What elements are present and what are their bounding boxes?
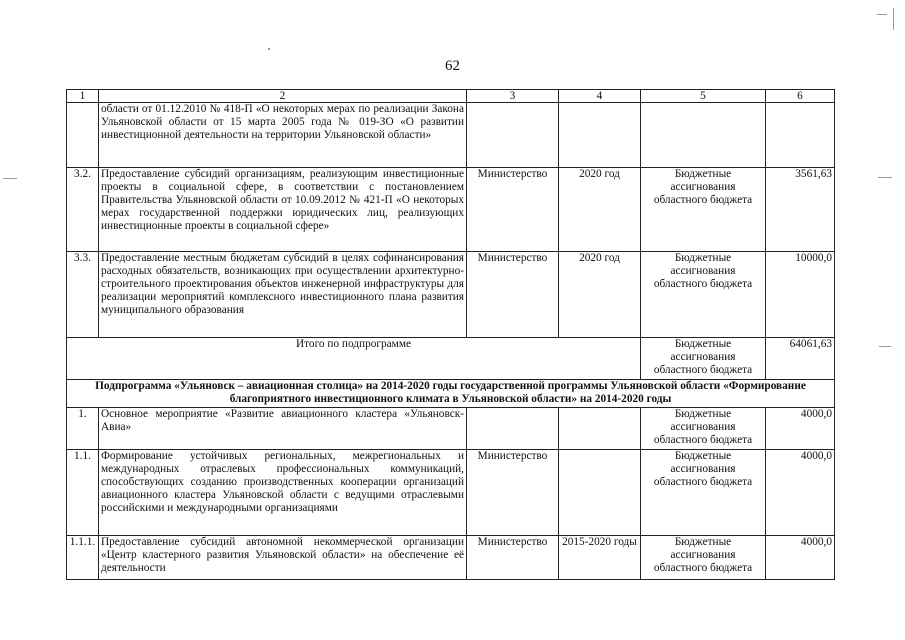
row-description: Предоставление субсидий автономной некоммерческой организации «Центр кластерного развития Ульяновской области» на обеспечение её деятельности	[99, 536, 467, 580]
header-cell: 1	[67, 90, 99, 103]
scan-artifact	[3, 178, 17, 179]
row-source	[641, 103, 766, 168]
row-amount: 4000,0	[766, 408, 835, 450]
total-source: Бюджетные ассигнования областного бюджета	[641, 338, 766, 380]
row-amount	[766, 103, 835, 168]
header-cell: 6	[766, 90, 835, 103]
row-number: 3.3.	[67, 252, 99, 338]
row-source: Бюджетные ассигнования областного бюджета	[641, 536, 766, 580]
row-source: Бюджетные ассигнования областного бюджета	[641, 252, 766, 338]
row-amount: 4000,0	[766, 536, 835, 580]
row-executor: Министерство	[467, 450, 559, 536]
header-cell: 3	[467, 90, 559, 103]
row-amount: 4000,0	[766, 450, 835, 536]
row-number: 1.1.	[67, 450, 99, 536]
row-executor	[467, 408, 559, 450]
section-title: Подпрограмма «Ульяновск – авиационная столица» на 2014-2020 годы государственной программы Ульяновской области «Формирование благоприятного инвестиционного климата в Ульяновской области» на 2014-2020 годы	[67, 380, 835, 408]
header-cell: 5	[641, 90, 766, 103]
row-period	[559, 450, 641, 536]
row-description: Предоставление субсидий организациям, реализующим инвестиционные проекты в социальной сфере, в соответствии с постановлением Правительства Ульяновской области от 10.09.2012 № 421-П «О некоторых мерах государственной поддержки юридических лиц, реализующих инвестиционные проекты в социальной сфере»	[99, 168, 467, 252]
row-executor: Министерство	[467, 252, 559, 338]
total-label: Итого по подпрограмме	[67, 338, 641, 380]
row-period	[559, 103, 641, 168]
scan-artifact	[878, 177, 892, 178]
page-number: 62	[445, 58, 460, 74]
row-executor	[467, 103, 559, 168]
row-period	[559, 408, 641, 450]
section-row	[67, 380, 835, 408]
row-number: 3.2.	[67, 168, 99, 252]
budget-table	[66, 89, 835, 580]
table-row	[67, 252, 835, 338]
scan-artifact	[879, 346, 891, 347]
header-cell: 2	[99, 90, 467, 103]
row-executor: Министерство	[467, 168, 559, 252]
table-row	[67, 536, 835, 580]
row-amount: 10000,0	[766, 252, 835, 338]
table-header-row	[67, 90, 835, 103]
table-row	[67, 408, 835, 450]
header-cell: 4	[559, 90, 641, 103]
row-source: Бюджетные ассигнования областного бюджета	[641, 450, 766, 536]
table-row	[67, 450, 835, 536]
row-description: области от 01.12.2010 № 418-П «О некоторых мерах по реализации Закона Ульяновской области от 15 марта 2005 года № 019-ЗО «О развитии инвестиционной деятельности на территории Ульяновской области»	[99, 103, 467, 168]
row-amount: 3561,63	[766, 168, 835, 252]
row-description: Формирование устойчивых региональных, межрегиональных и международных отраслевых профессиональных коммуникаций, способствующих созданию производственных кооперации организаций авиационного кластера Ульяновской области с ведущими отраслевыми российскими и международными организациями	[99, 450, 467, 536]
total-row	[67, 338, 835, 380]
row-source: Бюджетные ассигнования областного бюджета	[641, 408, 766, 450]
row-number	[67, 103, 99, 168]
scan-artifact	[268, 48, 270, 50]
row-description: Предоставление местным бюджетам субсидий в целях софинансирования расходных обязательств, возникающих при осуществлении архитектурно-строительного проектирования объектов инженерной инфраструктуры для реализации мероприятий комплексного инвестиционного плана развития муниципального образования	[99, 252, 467, 338]
total-amount: 64061,63	[766, 338, 835, 380]
row-source: Бюджетные ассигнования областного бюджета	[641, 168, 766, 252]
row-period: 2020 год	[559, 168, 641, 252]
row-number: 1.	[67, 408, 99, 450]
scan-artifact	[893, 8, 894, 30]
row-executor: Министерство	[467, 536, 559, 580]
row-number: 1.1.1.	[67, 536, 99, 580]
table-row	[67, 168, 835, 252]
row-period: 2015-2020 годы	[559, 536, 641, 580]
scan-artifact	[877, 14, 887, 15]
row-period: 2020 год	[559, 252, 641, 338]
table-row	[67, 103, 835, 168]
row-description: Основное мероприятие «Развитие авиационного кластера «Ульяновск-Авиа»	[99, 408, 467, 450]
